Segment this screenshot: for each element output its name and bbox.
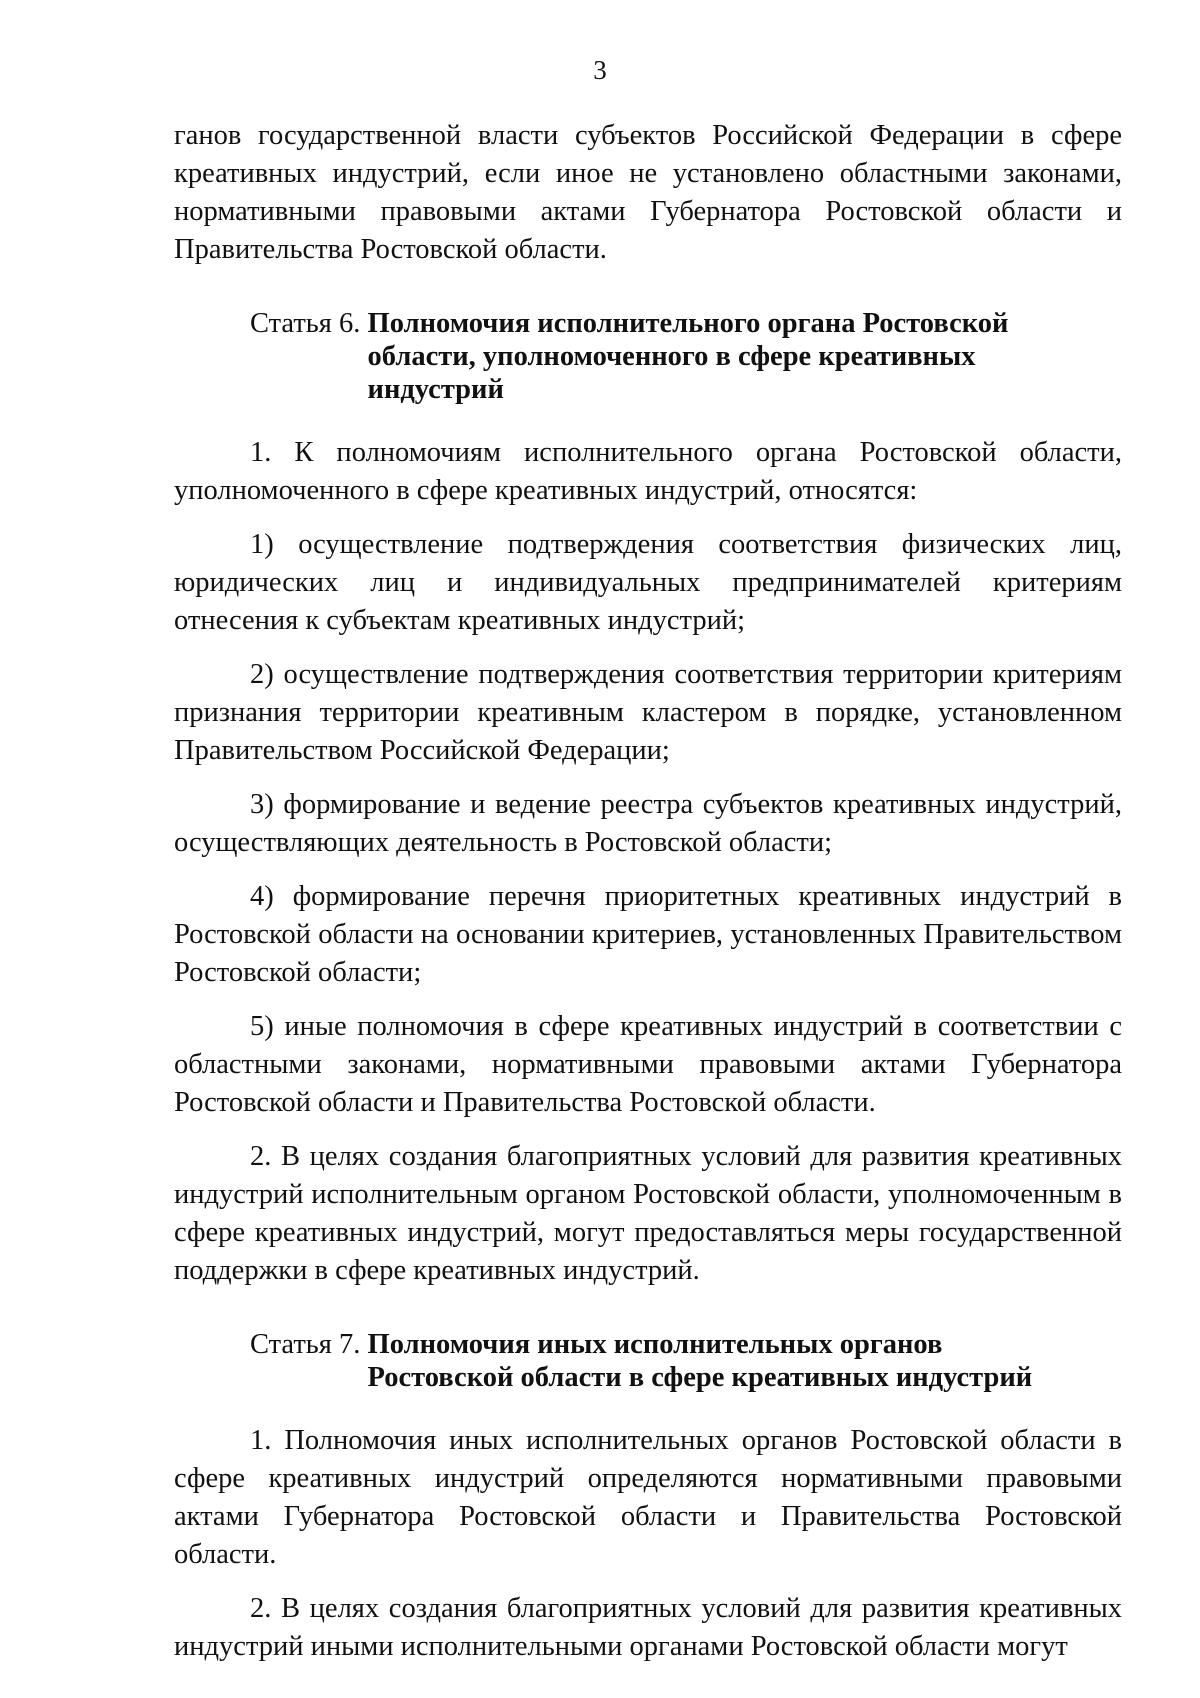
article-6-item-4: 4) формирование перечня приоритетных креативных индустрий в Ростовской области на основании критериев, установленных Правительством Ростовской области; bbox=[174, 881, 1122, 988]
page-number: 3 bbox=[593, 55, 607, 85]
article-7-number: Статья 7. bbox=[250, 1329, 368, 1360]
article-6-title: Полномочия исполнительного органа Ростовской области, уполномоченного в сфере креативных индустрий bbox=[367, 308, 1009, 405]
article-6-paragraph-1: 1. К полномочиям исполнительного органа Ростовской области, уполномоченного в сфере креативных индустрий, относятся: bbox=[174, 437, 1122, 506]
article-6-item-1: 1) осуществление подтверждения соответствия физических лиц, юридических лиц и индивидуальных предпринимателей критериям отнесения к субъектам креативных индустрий; bbox=[174, 529, 1122, 636]
article-6-item-2: 2) осуществление подтверждения соответствия территории критериям признания территории креативным кластером в порядке, установленном Правительством Российской Федерации; bbox=[174, 659, 1122, 766]
intro-paragraph: ганов государственной власти субъектов Российской Федерации в сфере креативных индустрий, если иное не установлено областными законами, нормативными правовыми актами Губернатора Ростовской области и Правительства Ростовской области. bbox=[174, 120, 1122, 265]
article-7-paragraph-1: 1. Полномочия иных исполнительных органов Ростовской области в сфере креативных индустрий определяются нормативными правовыми актами Губернатора Ростовской области и Правительства Ростовской области. bbox=[174, 1425, 1122, 1570]
article-6-number: Статья 6. bbox=[250, 308, 368, 339]
article-6-item-5: 5) иные полномочия в сфере креативных индустрий в соответствии с областными законами, нормативными правовыми актами Губернатора Ростовской области и Правительства Ростовской области. bbox=[174, 1011, 1122, 1118]
document-body bbox=[174, 117, 1122, 1666]
article-6-heading bbox=[250, 307, 1122, 406]
article-7-heading bbox=[250, 1328, 1122, 1394]
article-7-paragraph-2: 2. В целях создания благоприятных условий для развития креативных индустрий иными исполнительными органами Ростовской области могут bbox=[174, 1593, 1122, 1662]
article-6-item-3: 3) формирование и ведение реестра субъектов креативных индустрий, осуществляющих деятельность в Ростовской области; bbox=[174, 789, 1122, 858]
article-6-paragraph-2: 2. В целях создания благоприятных условий для развития креативных индустрий исполнительным органом Ростовской области, уполномоченным в сфере креативных индустрий, могут предоставляться меры государственной поддержки в сфере креативных индустрий. bbox=[174, 1141, 1122, 1286]
article-7-title: Полномочия иных исполнительных органов Ростовской области в сфере креативных индустрий bbox=[367, 1329, 1033, 1393]
